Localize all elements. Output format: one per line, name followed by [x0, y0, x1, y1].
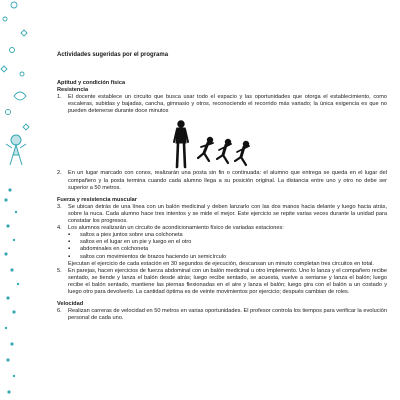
item-text: En un lugar marcado con conos, realizarán una posta sin fin o continuada: el alumno que entrega se queda en el lugar del compañero y la posta termina cuando cada alumno llega a su posición original. La distancia entre uno y otro no debe ser superior a 50 metros. — [68, 170, 387, 191]
bullet-text: saltos a pies juntos sobre una colchoneta — [80, 232, 183, 239]
item-text: Ejecutan el ejercicio de cada estación en 30 segundos de ejecución, descansan un minuto completan tres circuitos en total. — [68, 260, 374, 267]
item-text: Realizan carreras de velocidad en 50 metros en varias oportunidades. El profesor controla los tiempos para verificar la evolución personal de cada uno. — [68, 308, 387, 322]
item-number: 2. — [57, 170, 62, 177]
list-item-4-continuation — [57, 261, 387, 268]
bullet-text: saltos en el lugar en un pie y luego en el otro — [80, 239, 192, 246]
bullet-icon: ▪ — [68, 239, 71, 246]
item-text: Se ubican detrás de una línea con un balón medicinal y deben lanzarlo con las dos manos hacia delante y luego hacia atrás, sobre la nuca. Cada alumno hace tres intentos y se mide el mejor. Este ejercicio se repite varias veces durante la unidad para constatar los progresos. — [68, 203, 387, 225]
runners-illustration — [68, 115, 387, 170]
item-number: 1. — [57, 94, 62, 101]
bullet-text: saltos con movimientos de brazos haciendo un semicírculo — [80, 253, 227, 260]
list-item-1 — [57, 94, 387, 115]
list-item-6 — [57, 308, 387, 322]
item-text: En parejas, hacen ejercicios de fuerza abdominal con un balón medicinal u otro implemento. Uno lo lanza y el compañero recibe sentado, se tiende y lanza el balón desde atrás; luego recibe sentado, se acuesta, vuelve a sentarse y lanza el balón; luego recibe el balón sentado, mantiene las piernas flexionadas en el aire y lanza el balón; luego gira con el balón a un costado y luego otro para devolverlo. La cantidad óptima es de veinte movimientos por ejercicio; después cambian de roles. — [68, 267, 387, 295]
item-number: 3. — [57, 203, 62, 210]
list-item-3 — [57, 204, 387, 225]
running-figures-icon — [172, 119, 262, 171]
subsection-heading-resistencia: Resistencia — [57, 87, 89, 94]
page-title: Actividades sugeridas por el programa — [57, 52, 169, 58]
item-number: 6. — [57, 308, 62, 315]
bullet-text: abdominales en colchoneta — [80, 246, 149, 253]
bullet-item — [68, 239, 387, 246]
list-item-5 — [57, 268, 387, 296]
decorative-margin-doodles — [0, 0, 52, 400]
section-heading-fuerza: Fuerza y resistencia muscular — [57, 196, 137, 203]
bullet-item — [68, 232, 387, 239]
list-item-2 — [57, 170, 387, 191]
item-number: 5. — [57, 267, 62, 274]
doodle-figure-icon — [6, 135, 26, 165]
item-number: 4. — [57, 225, 62, 232]
bullet-item — [68, 254, 387, 261]
bullet-icon: ▪ — [68, 232, 71, 239]
document-body — [57, 52, 387, 322]
bullet-item — [68, 246, 387, 253]
item-text: El docente establece un circuito que busca usar todo el espacio y las oportunidades que otorga el establecimiento, como escaleras, subidas y bajadas, cancha, gimnasio y otros, reconociendo el recorrido más variado; la única exigencia es que no pueden detenerse durante doce minutos — [68, 94, 387, 115]
bullet-icon: ▪ — [68, 253, 71, 260]
list-item-4 — [57, 225, 387, 232]
item-text: Los alumnos realizarán un circuito de acondicionamiento físico de variadas estaciones: — [68, 225, 284, 232]
bullet-icon: ▪ — [68, 246, 71, 253]
section-heading-velocidad: Velocidad — [57, 301, 84, 308]
section-heading-aptitud: Aptitud y condición física — [57, 80, 126, 86]
